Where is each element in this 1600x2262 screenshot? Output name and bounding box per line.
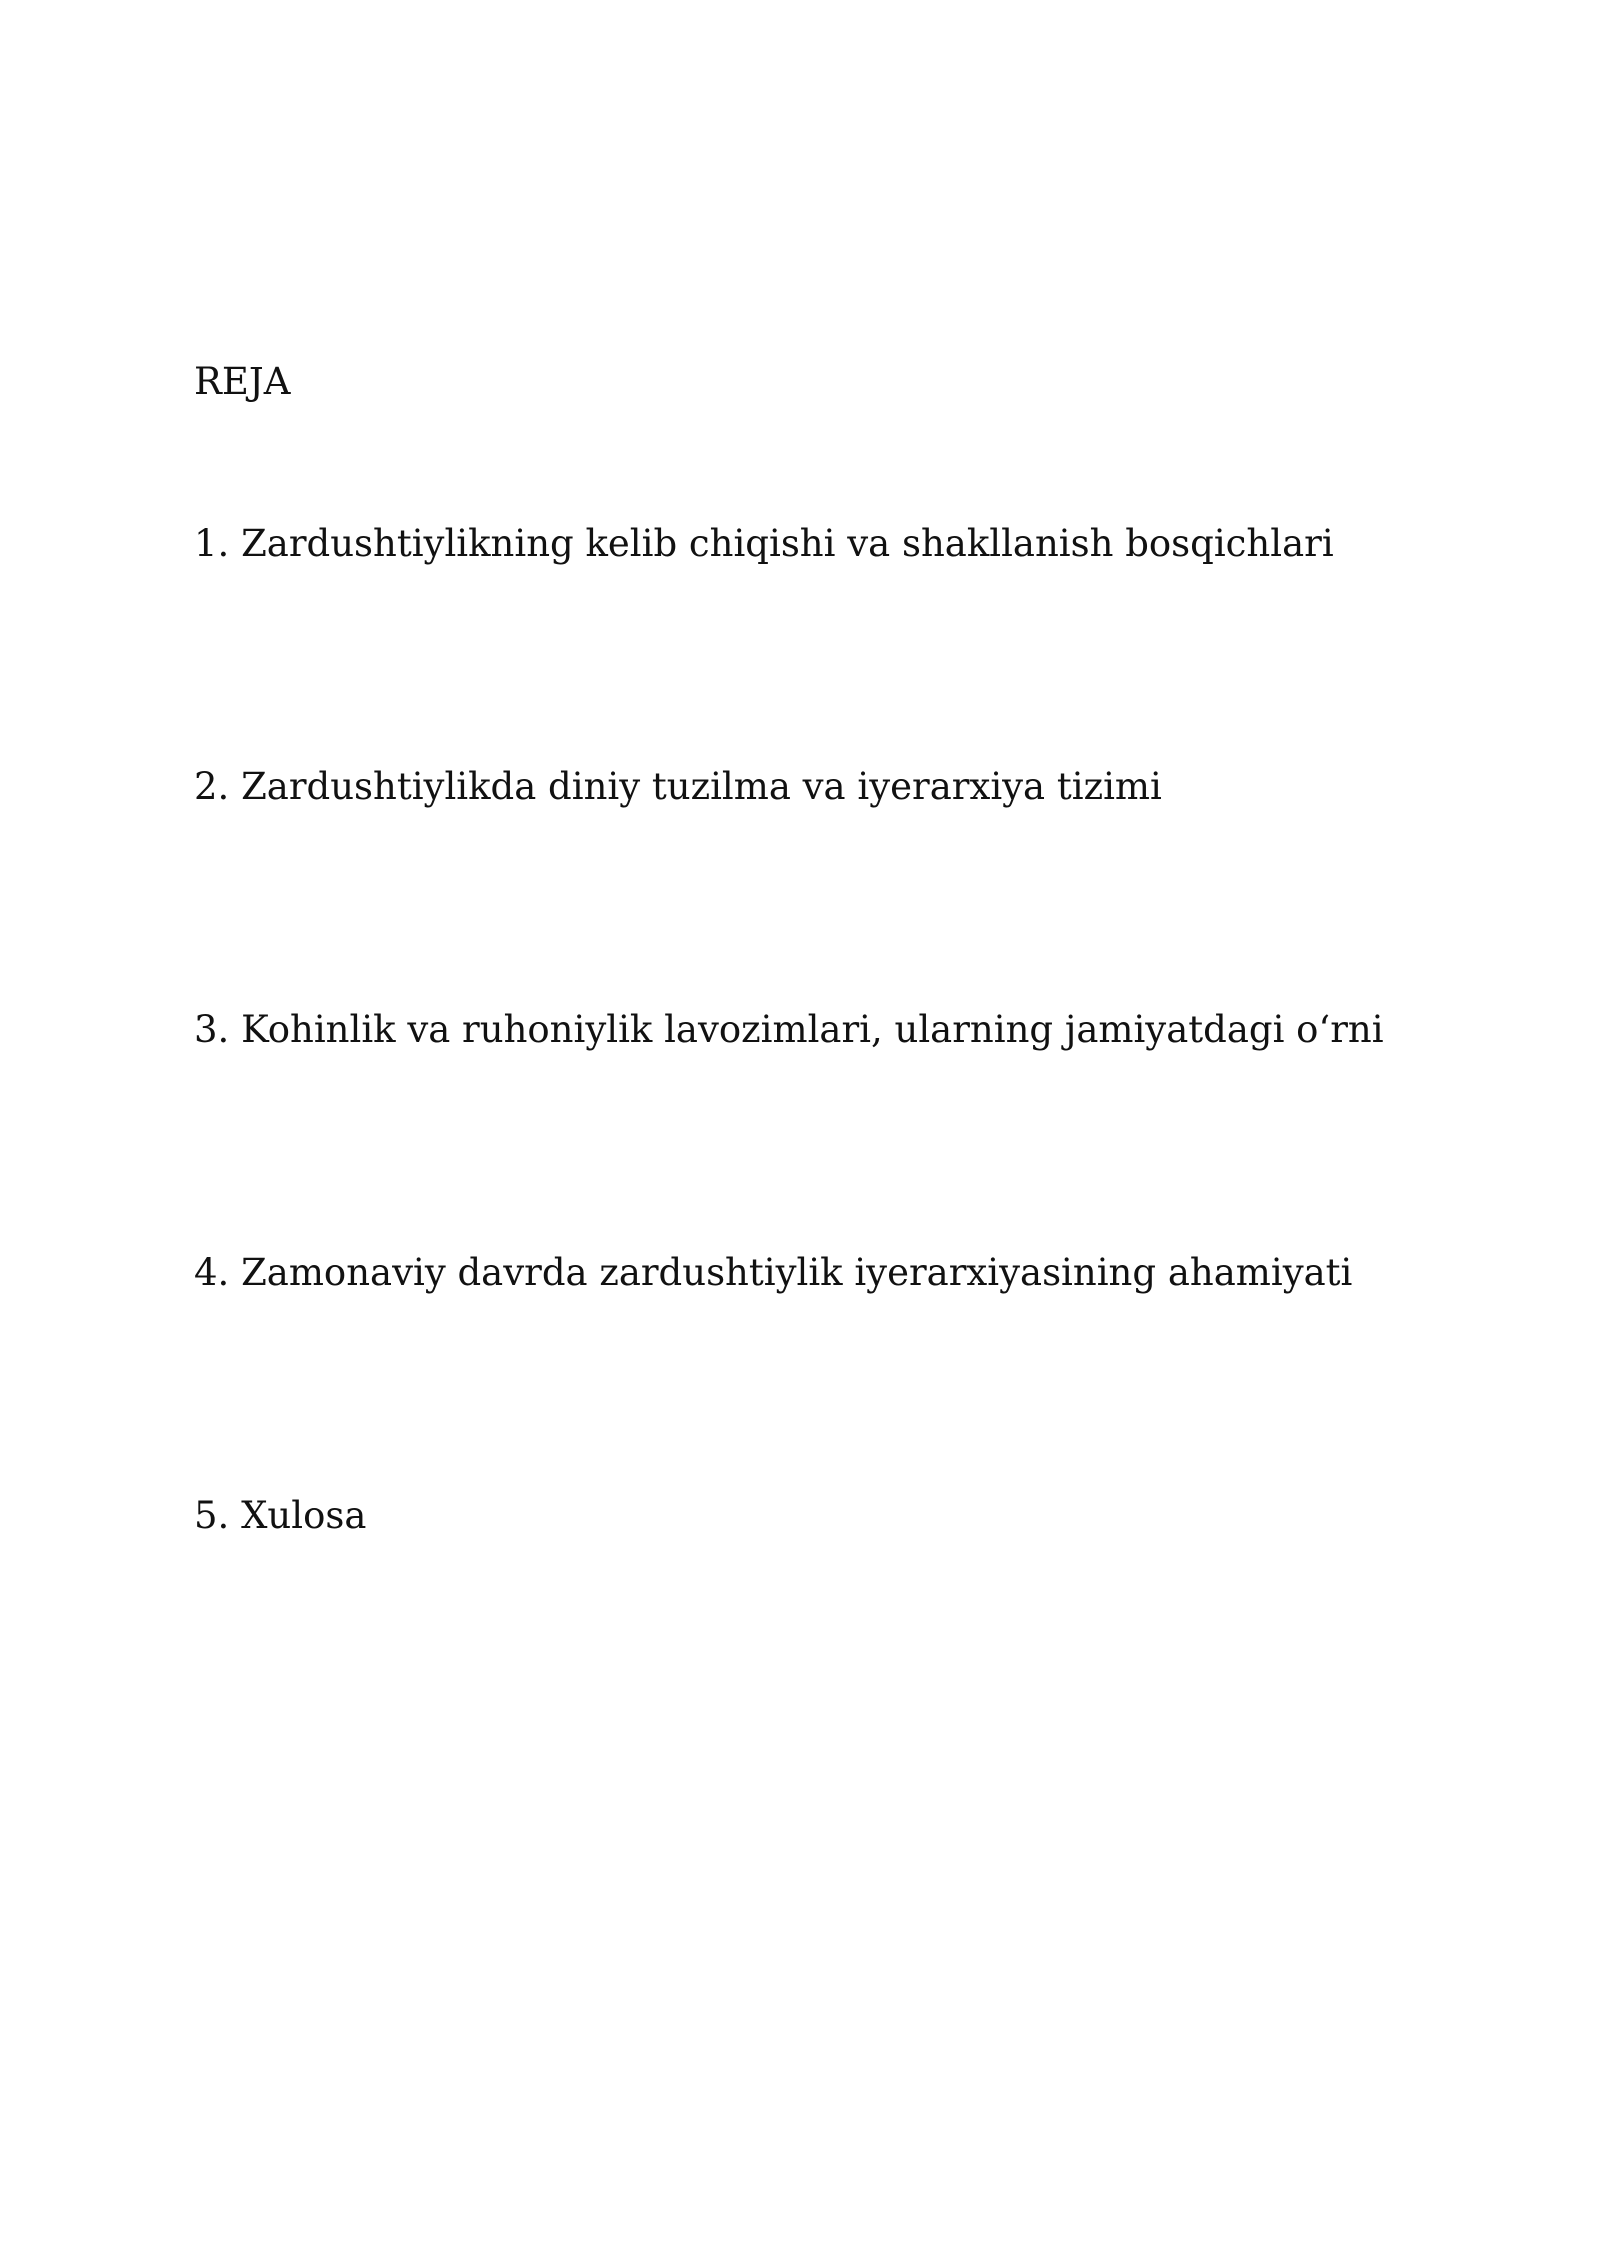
page-title: REJA	[194, 360, 291, 403]
plan-item-2: 2. Zardushtiylikda diniy tuzilma va iyerarxiya tizimi	[194, 765, 1162, 808]
plan-item-4: 4. Zamonaviy davrda zardushtiylik iyerarxiyasining ahamiyati	[194, 1251, 1353, 1294]
plan-item-1: 1. Zardushtiylikning kelib chiqishi va shakllanish bosqichlari	[194, 522, 1334, 565]
plan-item-5: 5. Xulosa	[194, 1494, 367, 1537]
plan-item-3: 3. Kohinlik va ruhoniylik lavozimlari, ularning jamiyatdagi o‘rni	[194, 1008, 1384, 1051]
